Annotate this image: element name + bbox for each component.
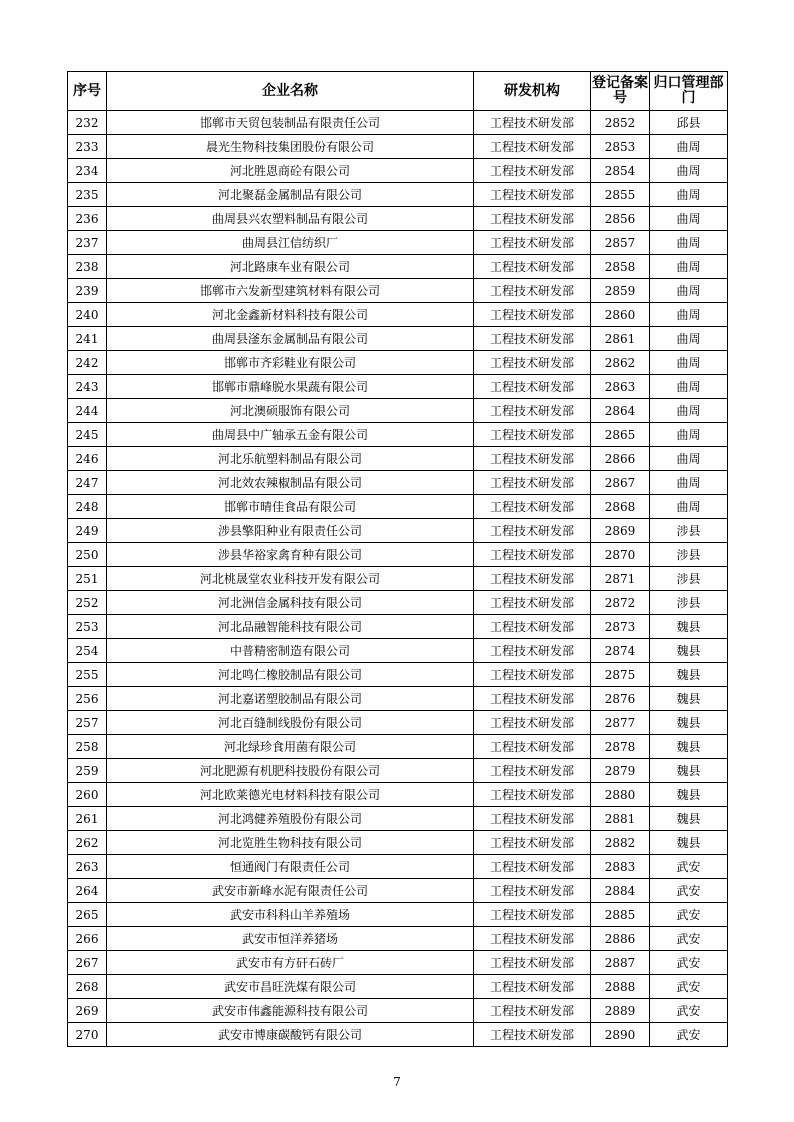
cell-rd-org: 工程技术研发部 bbox=[474, 831, 591, 855]
cell-company-name: 武安市科科山羊养殖场 bbox=[107, 903, 474, 927]
cell-registration-no: 2880 bbox=[591, 783, 650, 807]
cell-seq: 237 bbox=[68, 231, 107, 255]
cell-company-name: 河北绿珍食用菌有限公司 bbox=[107, 735, 474, 759]
cell-seq: 262 bbox=[68, 831, 107, 855]
cell-seq: 236 bbox=[68, 207, 107, 231]
table-row bbox=[68, 615, 728, 639]
cell-seq: 269 bbox=[68, 999, 107, 1023]
table-row bbox=[68, 111, 728, 135]
cell-company-name: 河北桃晟堂农业科技开发有限公司 bbox=[107, 567, 474, 591]
cell-registration-no: 2872 bbox=[591, 591, 650, 615]
header-department: 归口管理部门 bbox=[650, 72, 728, 111]
table-row bbox=[68, 543, 728, 567]
table-body bbox=[68, 111, 728, 1047]
cell-company-name: 武安市伟鑫能源科技有限公司 bbox=[107, 999, 474, 1023]
cell-registration-no: 2879 bbox=[591, 759, 650, 783]
cell-registration-no: 2876 bbox=[591, 687, 650, 711]
cell-rd-org: 工程技术研发部 bbox=[474, 231, 591, 255]
cell-company-name: 河北嘉诺塑胶制品有限公司 bbox=[107, 687, 474, 711]
table-row bbox=[68, 159, 728, 183]
header-rd-org: 研发机构 bbox=[474, 72, 591, 111]
cell-registration-no: 2863 bbox=[591, 375, 650, 399]
cell-rd-org: 工程技术研发部 bbox=[474, 975, 591, 999]
cell-rd-org: 工程技术研发部 bbox=[474, 951, 591, 975]
cell-seq: 243 bbox=[68, 375, 107, 399]
cell-department: 曲周 bbox=[650, 303, 728, 327]
table-row bbox=[68, 903, 728, 927]
cell-department: 魏县 bbox=[650, 687, 728, 711]
cell-registration-no: 2853 bbox=[591, 135, 650, 159]
cell-registration-no: 2885 bbox=[591, 903, 650, 927]
cell-rd-org: 工程技术研发部 bbox=[474, 807, 591, 831]
cell-rd-org: 工程技术研发部 bbox=[474, 351, 591, 375]
cell-seq: 242 bbox=[68, 351, 107, 375]
cell-company-name: 河北路康车业有限公司 bbox=[107, 255, 474, 279]
table-row bbox=[68, 879, 728, 903]
table-row bbox=[68, 135, 728, 159]
table-row bbox=[68, 1023, 728, 1047]
cell-company-name: 河北百缝制线股份有限公司 bbox=[107, 711, 474, 735]
cell-company-name: 河北洲信金属科技有限公司 bbox=[107, 591, 474, 615]
cell-company-name: 河北聚磊金属制品有限公司 bbox=[107, 183, 474, 207]
cell-department: 曲周 bbox=[650, 159, 728, 183]
cell-registration-no: 2857 bbox=[591, 231, 650, 255]
cell-seq: 261 bbox=[68, 807, 107, 831]
cell-rd-org: 工程技术研发部 bbox=[474, 687, 591, 711]
cell-seq: 254 bbox=[68, 639, 107, 663]
cell-rd-org: 工程技术研发部 bbox=[474, 519, 591, 543]
cell-department: 魏县 bbox=[650, 615, 728, 639]
cell-registration-no: 2878 bbox=[591, 735, 650, 759]
page-number: 7 bbox=[393, 1075, 401, 1089]
cell-company-name: 恒通阀门有限责任公司 bbox=[107, 855, 474, 879]
table-row bbox=[68, 255, 728, 279]
cell-department: 魏县 bbox=[650, 783, 728, 807]
cell-registration-no: 2888 bbox=[591, 975, 650, 999]
cell-seq: 255 bbox=[68, 663, 107, 687]
cell-rd-org: 工程技术研发部 bbox=[474, 1023, 591, 1047]
cell-seq: 265 bbox=[68, 903, 107, 927]
cell-rd-org: 工程技术研发部 bbox=[474, 423, 591, 447]
cell-rd-org: 工程技术研发部 bbox=[474, 615, 591, 639]
cell-registration-no: 2890 bbox=[591, 1023, 650, 1047]
cell-seq: 263 bbox=[68, 855, 107, 879]
cell-rd-org: 工程技术研发部 bbox=[474, 495, 591, 519]
cell-registration-no: 2864 bbox=[591, 399, 650, 423]
cell-seq: 238 bbox=[68, 255, 107, 279]
cell-seq: 241 bbox=[68, 327, 107, 351]
cell-rd-org: 工程技术研发部 bbox=[474, 999, 591, 1023]
cell-seq: 264 bbox=[68, 879, 107, 903]
cell-rd-org: 工程技术研发部 bbox=[474, 279, 591, 303]
header-registration-no: 登记备案号 bbox=[591, 72, 650, 111]
cell-company-name: 曲周县滏东金属制品有限公司 bbox=[107, 327, 474, 351]
table-row bbox=[68, 567, 728, 591]
cell-rd-org: 工程技术研发部 bbox=[474, 927, 591, 951]
cell-seq: 240 bbox=[68, 303, 107, 327]
cell-seq: 268 bbox=[68, 975, 107, 999]
cell-seq: 256 bbox=[68, 687, 107, 711]
cell-company-name: 武安市博康碳酸钙有限公司 bbox=[107, 1023, 474, 1047]
header-seq: 序号 bbox=[68, 72, 107, 111]
cell-seq: 249 bbox=[68, 519, 107, 543]
cell-registration-no: 2871 bbox=[591, 567, 650, 591]
cell-rd-org: 工程技术研发部 bbox=[474, 399, 591, 423]
cell-registration-no: 2873 bbox=[591, 615, 650, 639]
table-row bbox=[68, 495, 728, 519]
cell-company-name: 邯郸市齐彩鞋业有限公司 bbox=[107, 351, 474, 375]
cell-seq: 232 bbox=[68, 111, 107, 135]
cell-rd-org: 工程技术研发部 bbox=[474, 327, 591, 351]
cell-seq: 259 bbox=[68, 759, 107, 783]
cell-department: 魏县 bbox=[650, 831, 728, 855]
cell-seq: 248 bbox=[68, 495, 107, 519]
table-row bbox=[68, 423, 728, 447]
table-row bbox=[68, 279, 728, 303]
cell-seq: 253 bbox=[68, 615, 107, 639]
table-row bbox=[68, 303, 728, 327]
table-row bbox=[68, 351, 728, 375]
cell-rd-org: 工程技术研发部 bbox=[474, 111, 591, 135]
cell-department: 武安 bbox=[650, 975, 728, 999]
cell-department: 武安 bbox=[650, 999, 728, 1023]
cell-rd-org: 工程技术研发部 bbox=[474, 639, 591, 663]
header-company-name: 企业名称 bbox=[107, 72, 474, 111]
cell-registration-no: 2868 bbox=[591, 495, 650, 519]
cell-registration-no: 2861 bbox=[591, 327, 650, 351]
cell-registration-no: 2859 bbox=[591, 279, 650, 303]
cell-department: 曲周 bbox=[650, 471, 728, 495]
cell-seq: 247 bbox=[68, 471, 107, 495]
cell-rd-org: 工程技术研发部 bbox=[474, 207, 591, 231]
table-row bbox=[68, 855, 728, 879]
cell-department: 曲周 bbox=[650, 183, 728, 207]
cell-department: 曲周 bbox=[650, 495, 728, 519]
cell-registration-no: 2858 bbox=[591, 255, 650, 279]
cell-rd-org: 工程技术研发部 bbox=[474, 159, 591, 183]
cell-department: 曲周 bbox=[650, 255, 728, 279]
cell-seq: 234 bbox=[68, 159, 107, 183]
cell-registration-no: 2884 bbox=[591, 879, 650, 903]
cell-company-name: 河北肥源有机肥科技股份有限公司 bbox=[107, 759, 474, 783]
cell-department: 武安 bbox=[650, 879, 728, 903]
table-row bbox=[68, 639, 728, 663]
table-row bbox=[68, 399, 728, 423]
cell-department: 武安 bbox=[650, 903, 728, 927]
cell-department: 曲周 bbox=[650, 423, 728, 447]
cell-rd-org: 工程技术研发部 bbox=[474, 135, 591, 159]
cell-department: 邱县 bbox=[650, 111, 728, 135]
table-row bbox=[68, 759, 728, 783]
cell-registration-no: 2856 bbox=[591, 207, 650, 231]
cell-registration-no: 2852 bbox=[591, 111, 650, 135]
table-row bbox=[68, 375, 728, 399]
table-row bbox=[68, 687, 728, 711]
cell-company-name: 河北澳硕服饰有限公司 bbox=[107, 399, 474, 423]
cell-rd-org: 工程技术研发部 bbox=[474, 471, 591, 495]
cell-department: 武安 bbox=[650, 951, 728, 975]
cell-company-name: 中普精密制造有限公司 bbox=[107, 639, 474, 663]
cell-rd-org: 工程技术研发部 bbox=[474, 255, 591, 279]
cell-department: 曲周 bbox=[650, 135, 728, 159]
table-row bbox=[68, 327, 728, 351]
cell-registration-no: 2870 bbox=[591, 543, 650, 567]
table-row bbox=[68, 807, 728, 831]
cell-seq: 233 bbox=[68, 135, 107, 159]
cell-company-name: 河北效农辣椒制品有限公司 bbox=[107, 471, 474, 495]
cell-department: 武安 bbox=[650, 927, 728, 951]
cell-company-name: 武安市有方矸石砖厂 bbox=[107, 951, 474, 975]
cell-rd-org: 工程技术研发部 bbox=[474, 663, 591, 687]
cell-registration-no: 2869 bbox=[591, 519, 650, 543]
cell-registration-no: 2883 bbox=[591, 855, 650, 879]
cell-rd-org: 工程技术研发部 bbox=[474, 783, 591, 807]
cell-department: 曲周 bbox=[650, 351, 728, 375]
cell-seq: 235 bbox=[68, 183, 107, 207]
table-row bbox=[68, 783, 728, 807]
cell-department: 魏县 bbox=[650, 735, 728, 759]
cell-department: 曲周 bbox=[650, 231, 728, 255]
table-row bbox=[68, 735, 728, 759]
cell-seq: 246 bbox=[68, 447, 107, 471]
cell-rd-org: 工程技术研发部 bbox=[474, 567, 591, 591]
cell-department: 曲周 bbox=[650, 399, 728, 423]
table-row bbox=[68, 999, 728, 1023]
table-row bbox=[68, 927, 728, 951]
registration-table bbox=[67, 71, 728, 1047]
cell-registration-no: 2874 bbox=[591, 639, 650, 663]
cell-seq: 250 bbox=[68, 543, 107, 567]
table-row bbox=[68, 975, 728, 999]
cell-seq: 267 bbox=[68, 951, 107, 975]
cell-rd-org: 工程技术研发部 bbox=[474, 447, 591, 471]
cell-department: 涉县 bbox=[650, 519, 728, 543]
cell-rd-org: 工程技术研发部 bbox=[474, 591, 591, 615]
cell-department: 魏县 bbox=[650, 711, 728, 735]
cell-registration-no: 2860 bbox=[591, 303, 650, 327]
cell-company-name: 曲周县兴农塑料制品有限公司 bbox=[107, 207, 474, 231]
table-row bbox=[68, 951, 728, 975]
table-row bbox=[68, 663, 728, 687]
cell-rd-org: 工程技术研发部 bbox=[474, 183, 591, 207]
cell-department: 魏县 bbox=[650, 663, 728, 687]
cell-department: 曲周 bbox=[650, 279, 728, 303]
cell-seq: 239 bbox=[68, 279, 107, 303]
table-row bbox=[68, 519, 728, 543]
cell-seq: 260 bbox=[68, 783, 107, 807]
cell-company-name: 河北品融智能科技有限公司 bbox=[107, 615, 474, 639]
cell-company-name: 涉县擎阳种业有限责任公司 bbox=[107, 519, 474, 543]
cell-rd-org: 工程技术研发部 bbox=[474, 711, 591, 735]
cell-seq: 252 bbox=[68, 591, 107, 615]
table-row bbox=[68, 447, 728, 471]
table-row bbox=[68, 183, 728, 207]
cell-company-name: 河北金鑫新材料科技有限公司 bbox=[107, 303, 474, 327]
table-header bbox=[68, 72, 728, 111]
cell-company-name: 邯郸市天贸包装制品有限责任公司 bbox=[107, 111, 474, 135]
cell-department: 武安 bbox=[650, 1023, 728, 1047]
cell-registration-no: 2875 bbox=[591, 663, 650, 687]
cell-seq: 257 bbox=[68, 711, 107, 735]
cell-registration-no: 2881 bbox=[591, 807, 650, 831]
cell-department: 魏县 bbox=[650, 759, 728, 783]
cell-department: 涉县 bbox=[650, 567, 728, 591]
cell-rd-org: 工程技术研发部 bbox=[474, 903, 591, 927]
table-row bbox=[68, 471, 728, 495]
cell-company-name: 邯郸市六发新型建筑材料有限公司 bbox=[107, 279, 474, 303]
cell-department: 曲周 bbox=[650, 207, 728, 231]
cell-seq: 251 bbox=[68, 567, 107, 591]
cell-registration-no: 2877 bbox=[591, 711, 650, 735]
cell-registration-no: 2866 bbox=[591, 447, 650, 471]
cell-department: 魏县 bbox=[650, 807, 728, 831]
cell-company-name: 河北欧莱德光电材料科技有限公司 bbox=[107, 783, 474, 807]
cell-registration-no: 2887 bbox=[591, 951, 650, 975]
cell-department: 曲周 bbox=[650, 447, 728, 471]
cell-registration-no: 2886 bbox=[591, 927, 650, 951]
table-row bbox=[68, 207, 728, 231]
cell-seq: 270 bbox=[68, 1023, 107, 1047]
cell-registration-no: 2867 bbox=[591, 471, 650, 495]
cell-company-name: 邯郸市鼎峰脱水果蔬有限公司 bbox=[107, 375, 474, 399]
table-row bbox=[68, 591, 728, 615]
cell-company-name: 邯郸市晴佳食品有限公司 bbox=[107, 495, 474, 519]
cell-department: 魏县 bbox=[650, 639, 728, 663]
cell-department: 武安 bbox=[650, 855, 728, 879]
cell-seq: 258 bbox=[68, 735, 107, 759]
cell-registration-no: 2854 bbox=[591, 159, 650, 183]
cell-rd-org: 工程技术研发部 bbox=[474, 543, 591, 567]
cell-company-name: 曲周县江信纺织厂 bbox=[107, 231, 474, 255]
cell-seq: 244 bbox=[68, 399, 107, 423]
cell-department: 曲周 bbox=[650, 327, 728, 351]
cell-rd-org: 工程技术研发部 bbox=[474, 735, 591, 759]
cell-registration-no: 2889 bbox=[591, 999, 650, 1023]
cell-company-name: 武安市恒洋养猪场 bbox=[107, 927, 474, 951]
cell-company-name: 河北胜恩商砼有限公司 bbox=[107, 159, 474, 183]
cell-seq: 266 bbox=[68, 927, 107, 951]
cell-company-name: 河北乐航塑料制品有限公司 bbox=[107, 447, 474, 471]
cell-company-name: 河北鸣仁橡胶制品有限公司 bbox=[107, 663, 474, 687]
cell-department: 曲周 bbox=[650, 375, 728, 399]
cell-company-name: 曲周县中广轴承五金有限公司 bbox=[107, 423, 474, 447]
cell-company-name: 河北览胜生物科技有限公司 bbox=[107, 831, 474, 855]
table-row bbox=[68, 711, 728, 735]
cell-rd-org: 工程技术研发部 bbox=[474, 855, 591, 879]
cell-rd-org: 工程技术研发部 bbox=[474, 759, 591, 783]
cell-company-name: 涉县华裕家禽育种有限公司 bbox=[107, 543, 474, 567]
cell-registration-no: 2855 bbox=[591, 183, 650, 207]
cell-registration-no: 2865 bbox=[591, 423, 650, 447]
cell-rd-org: 工程技术研发部 bbox=[474, 375, 591, 399]
cell-registration-no: 2862 bbox=[591, 351, 650, 375]
table-row bbox=[68, 231, 728, 255]
table-row bbox=[68, 831, 728, 855]
cell-company-name: 河北鸿健养殖股份有限公司 bbox=[107, 807, 474, 831]
cell-company-name: 武安市新峰水泥有限责任公司 bbox=[107, 879, 474, 903]
cell-seq: 245 bbox=[68, 423, 107, 447]
cell-company-name: 晨光生物科技集团股份有限公司 bbox=[107, 135, 474, 159]
cell-company-name: 武安市昌旺洗煤有限公司 bbox=[107, 975, 474, 999]
cell-rd-org: 工程技术研发部 bbox=[474, 879, 591, 903]
cell-registration-no: 2882 bbox=[591, 831, 650, 855]
cell-department: 涉县 bbox=[650, 591, 728, 615]
cell-rd-org: 工程技术研发部 bbox=[474, 303, 591, 327]
cell-department: 涉县 bbox=[650, 543, 728, 567]
